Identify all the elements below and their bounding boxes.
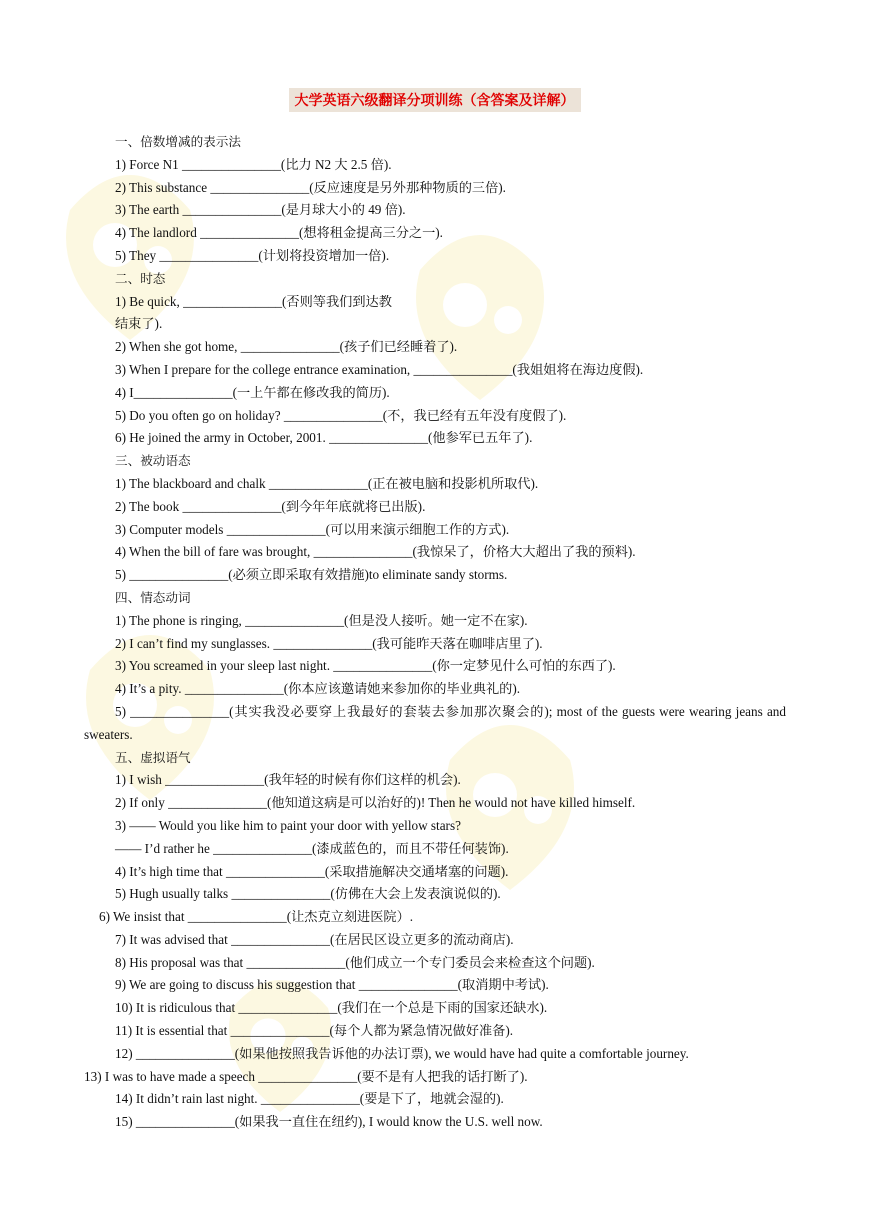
section-heading: 二、时态 bbox=[115, 270, 166, 286]
exercise-item: 6) We insist that _______________(让杰克立刻进医院）. bbox=[99, 909, 414, 925]
exercise-item: 5) They _______________(计划将投资增加一倍). bbox=[115, 247, 390, 263]
section-heading: 一、倍数增减的表示法 bbox=[115, 134, 241, 149]
exercise-item: 4) It’s a pity. _______________(你本应该邀请她来参加你的毕业典礼的). bbox=[115, 681, 521, 697]
exercise-item: 5) Hugh usually talks _______________(仿佛在大会上发表演说似的). bbox=[115, 886, 501, 902]
exercise-item: 3) You screamed in your sleep last night. _______________(你一定梦见什么可怕的东西了). bbox=[115, 658, 616, 674]
exercise-item: 12) _______________(如果他按照我告诉他的办法订票), we would have had quite a comfortable journey. bbox=[115, 1045, 689, 1061]
exercise-item: 1) Be quick, _______________(否则等我们到达教 bbox=[115, 293, 392, 309]
exercise-item: 15) _______________(如果我一直住在纽约), I would know the U.S. well now. bbox=[115, 1114, 543, 1130]
exercise-item: 1) I wish _______________(我年轻的时候有你们这样的机会). bbox=[115, 772, 461, 788]
page-title: 大学英语六级翻译分项训练（含答案及详解） bbox=[289, 88, 581, 112]
exercise-item: 1) Force N1 _______________(比力 N2 大 2.5 倍). bbox=[115, 156, 392, 172]
title-container bbox=[0, 88, 869, 112]
exercise-item: 2) This substance _______________(反应速度是另外那种物质的三倍). bbox=[115, 179, 506, 195]
section-heading: 四、情态动词 bbox=[115, 589, 191, 605]
section-heading: 三、被动语态 bbox=[115, 453, 191, 469]
exercise-item: 13) I was to have made a speech _______________(要不是有人把我的话打断了). bbox=[84, 1068, 528, 1084]
exercise-item: 2) The book _______________(到今年年底就将已出版). bbox=[115, 498, 426, 514]
document-body bbox=[84, 131, 786, 1134]
exercise-item: 5) _______________(其实我没必要穿上我最好的套装去参加那次聚会的); most of the guests were wearing jeans and sweaters. bbox=[84, 703, 786, 742]
exercise-item: 6) He joined the army in October, 2001. _______________(他参军已五年了). bbox=[115, 430, 533, 446]
exercise-item: 5) _______________(必须立即采取有效措施)to eliminate sandy storms. bbox=[115, 567, 508, 583]
exercise-item-continuation: —— I’d rather he _______________(漆成蓝色的，而且不带任何装饰). bbox=[115, 840, 509, 856]
exercise-item: 2) If only _______________(他知道这病是可以治好的)! Then he would not have killed himself. bbox=[115, 795, 636, 811]
exercise-item: 2) I can’t find my sunglasses. _______________(我可能昨天落在咖啡店里了). bbox=[115, 635, 543, 651]
exercise-item: 7) It was advised that _______________(在居民区设立更多的流动商店). bbox=[115, 931, 514, 947]
exercise-item: 3) Computer models _______________(可以用来演示细胞工作的方式). bbox=[115, 521, 510, 537]
exercise-item: 3) —— Would you like him to paint your door with yellow stars? bbox=[115, 817, 461, 833]
exercise-item: 1) The phone is ringing, _______________(但是没人接听。她一定不在家). bbox=[115, 612, 528, 628]
exercise-item: 1) The blackboard and chalk _______________(正在被电脑和投影机所取代). bbox=[115, 475, 539, 491]
exercise-item: 4) When the bill of fare was brought, _______________(我惊呆了，价格大大超出了我的预料). bbox=[115, 544, 636, 560]
exercise-item: 10) It is ridiculous that _______________(我们在一个总是下雨的国家还缺水). bbox=[115, 1000, 548, 1016]
exercise-item: 4) The landlord _______________(想将租金提高三分之一). bbox=[115, 225, 443, 241]
exercise-item: 8) His proposal was that _______________(他们成立一个专门委员会来检查这个问题). bbox=[115, 954, 595, 970]
exercise-item: 14) It didn’t rain last night. _______________(要是下了，地就会湿的). bbox=[115, 1091, 504, 1107]
exercise-item-continuation: 结束了). bbox=[115, 316, 163, 332]
exercise-item: 2) When she got home, _______________(孩子们已经睡着了). bbox=[115, 339, 458, 355]
exercise-item: 4) I_______________(一上午都在修改我的简历). bbox=[115, 384, 390, 400]
exercise-item: 4) It’s high time that _______________(采取措施解决交通堵塞的问题). bbox=[115, 863, 509, 879]
exercise-item: 5) Do you often go on holiday? _______________(不，我已经有五年没有度假了). bbox=[115, 407, 567, 423]
exercise-item: 9) We are going to discuss his suggestion that _______________(取消期中考试). bbox=[115, 977, 549, 993]
exercise-item: 3) The earth _______________(是月球大小的 49 倍). bbox=[115, 202, 406, 218]
exercise-item: 3) When I prepare for the college entrance examination, _______________(我姐姐将在海边度假). bbox=[115, 361, 644, 377]
exercise-item: 11) It is essential that _______________(每个人都为紧急情况做好准备). bbox=[115, 1023, 514, 1039]
section-heading: 五、虚拟语气 bbox=[115, 749, 191, 765]
